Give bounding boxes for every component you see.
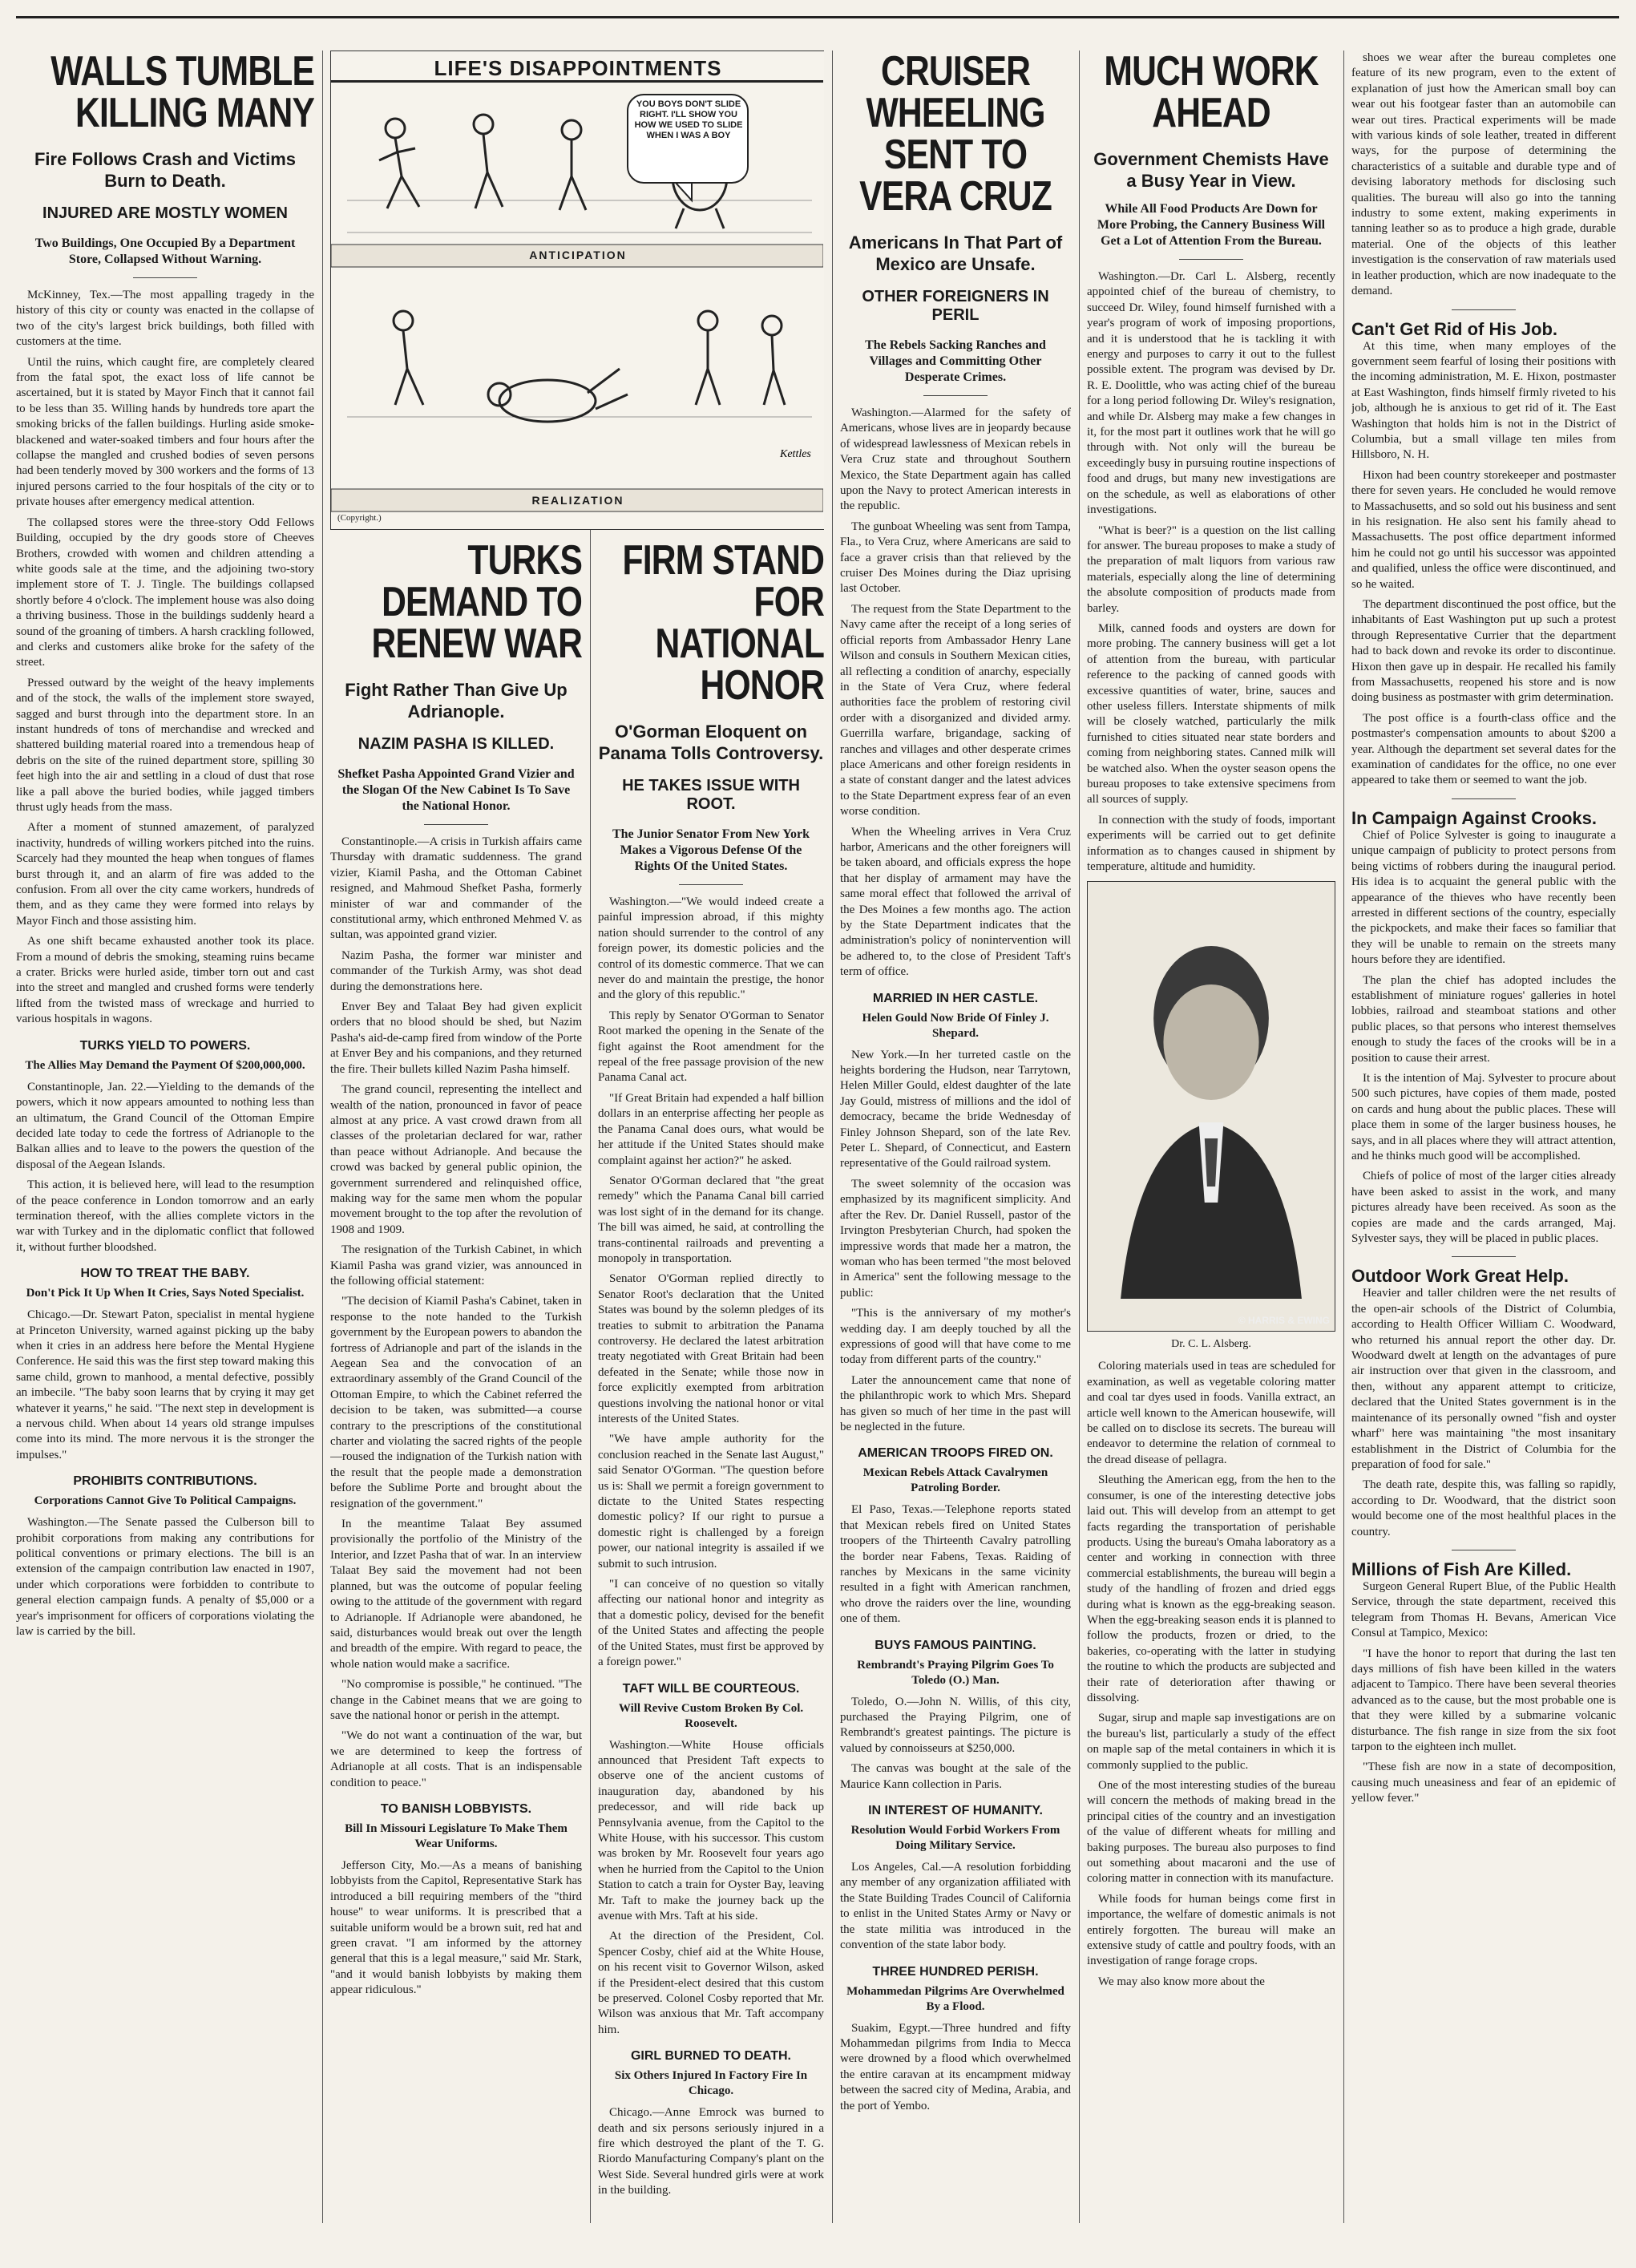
article-sub: Will Revive Custom Broken By Col. Roosevelt. xyxy=(618,1701,804,1730)
paragraph: Los Angeles, Cal.—A resolution forbidding any member of any organization affiliated with the State Building Trades Council of California to enlist in the United States Army or Navy or the state militia was introduced in the convention of the state labor body. xyxy=(840,1861,1071,1952)
article-head: Outdoor Work Great Help. xyxy=(1351,1266,1569,1287)
column-1 xyxy=(16,51,314,2223)
paragraph: Nazim Pasha, the former war minister and commander of the Turkish Army, was shot dead during the demonstrations here. xyxy=(330,948,582,993)
paragraph: While foods for human beings come first in importance, the welfare of domestic animals is not entirely forgotten. The bureau will make an extensive study of cattle and poultry foods, with an investigation of range forage crops. xyxy=(1087,1892,1335,1968)
article-sub: Six Others Injured In Factory Fire In Chicago. xyxy=(614,2069,808,2098)
paragraph: "If Great Britain had expended a half billion dollars in an enterprise affecting her people as the Panama Canal does ours, what would be her attitude if the United States should make complaint against her action?" he asked. xyxy=(598,1091,824,1167)
article-head: AMERICAN TROOPS FIRED ON. xyxy=(858,1446,1053,1461)
paragraph: New York.—In her turreted castle on the heights bordering the Hudson, near Tarrytown, Helen Miller Gould, eldest daughter of the late Jay Gould, mistress of millions and the idol of democracy, became the bride Wednesday of Finley Johnson Shepard, son of the late Rev. Peter L. Shepard, of Connecticut, and Eastern representative of the Gould railroad system. xyxy=(840,1048,1071,1170)
paragraph: At the direction of the President, Col. Spencer Cosby, chief aid at the White House, on his recent visit to Governor Wilson, asked if the President-elect desired that this custom be preserved. Colonel Cosby reported that Mr. Wilson was anxious that Mr. Taft accompany him. xyxy=(598,1930,824,2036)
headline-cruiser-wheeling: CRUISER WHEELING SENT TO VERA CRUZ xyxy=(859,51,1052,220)
paragraph: One of the most interesting studies of the bureau will concern the methods of making bread in the principal cities of the country and an investigation of the value of different wheats for milling and baking purposes. The bureau also purposes to find out something about macaroni and the use of coloring matter in connection with its manufacture. xyxy=(1087,1779,1335,1886)
divider xyxy=(679,884,743,885)
article-head: TURKS YIELD TO POWERS. xyxy=(79,1038,251,1053)
article-sub: Bill In Missouri Legislature To Make Them Wear Uniforms. xyxy=(345,1821,568,1850)
paragraph: In the meantime Talaat Bey assumed provisionally the portfolio of the Ministry of the Interior, and Izzet Pasha that of war. In an interview Talaat Bey said the movement had not been planned, but was the outcome of popular feeling owing to the attitude of the government with regard to Adrianople. If Adrianople were abandoned, he said, disturbances would break out over the length and breadth of the empire. With regard to peace, the whole nation would make a sacrifice. xyxy=(330,1518,582,1671)
column-rule xyxy=(1079,51,1080,2223)
paragraph: "These fish are now in a state of decomposition, causing much uneasiness and fear of an epidemic of yellow fever." xyxy=(1351,1761,1616,1805)
copyright-notice: (Copyright.) xyxy=(337,513,382,523)
column-6 xyxy=(1351,51,1616,2223)
article-head: Can't Get Rid of His Job. xyxy=(1351,318,1558,339)
paragraph: shoes we wear after the bureau completes one feature of its new program, even to the extent of explanation of just how the American small boy can wear out his footgear faster than an automobile can wear out tires. Practical experiments will be made with various kinds of sole leather, treated in different ways, for the purpose of determining the characteristics of a suitable and durable type and of devising laboratory methods for disclosing such qualities. The bureau will also go into the tanning industry to some extent, making experiments in tanning leather so as to produce a high grade, durable material. One of the objects of this leather investigation is the conservation of raw materials used in leather production, which are now inadequate to the demand. xyxy=(1351,51,1616,298)
portrait-caption: Dr. C. L. Alsberg. xyxy=(1171,1338,1251,1351)
summary: The Rebels Sacking Ranches and Villages and Committing Other Desperate Crimes. xyxy=(865,338,1046,384)
comic-illustration xyxy=(331,80,823,529)
paragraph: The canvas was bought at the sale of the Maurice Kann collection in Paris. xyxy=(840,1762,1071,1791)
article-head: TAFT WILL BE COURTEOUS. xyxy=(622,1681,800,1696)
paragraph: As one shift became exhausted another took its place. From a mound of debris the smoking, steaming ruins became a crater. Bricks were hurled aside, timber torn out and cast into the street and mangled and crushed forms were tenderly lifted from the twisted mass of wreckage and hurried to various hospitals in wagons. xyxy=(16,935,314,1026)
paragraph: "I can conceive of no question so vitally affecting our national honor and integrity as that a domestic policy, devised for the benefit of the United States and affecting the people of the United States, must first be approved by a foreign power." xyxy=(598,1578,824,1669)
headline-firm-stand: FIRM STAND FOR NATIONAL HONOR xyxy=(622,540,824,709)
subhead: HE TAKES ISSUE WITH ROOT. xyxy=(622,777,800,813)
paragraph: "This is the anniversary of my mother's wedding day. I am deeply touched by all the expressions of good will that have come to me today from different parts of the country." xyxy=(840,1307,1071,1367)
divider xyxy=(133,277,197,278)
paragraph: Senator O'Gorman declared that "the great remedy" which the Panama Canal bill carried was lost sight of in the demand for its change. The bill was aimed, he said, at controlling the trans-continental railroads and preventing a monopoly in transportation. xyxy=(598,1174,824,1265)
column-rule xyxy=(1343,51,1344,2223)
column-rule xyxy=(832,51,833,2223)
article-sub: Mohammedan Pilgrims Are Overwhelmed By a Flood. xyxy=(846,1984,1064,2013)
column-4 xyxy=(840,51,1071,2223)
divider xyxy=(1452,798,1516,799)
paragraph: Washington.—"We would indeed create a painful impression abroad, if this mighty nation should surrender to the control of any foreign power, its domestic policies and the control of its domestic commerce. That we can never do and maintain the prestige, the honor and the glory of this republic." xyxy=(598,895,824,1002)
paragraph: "I have the honor to report that during the last ten days millions of fish have been killed in the waters adjacent to Tampico. There have been several theories advanced as to the cause, but the most probable one is that they were killed by a submarine volcanic disturbance. The fish range in size from the six foot tarpon to the eighteen inch mullet. xyxy=(1351,1647,1616,1753)
paragraph: Washington.—Alarmed for the safety of Americans, whose lives are in jeopardy because of widespread lawlessness of Mexican rebels in Vera Cruz state and throughout Southern Mexico, the State Department again has called upon the Navy to protect American interests in the republic. xyxy=(840,406,1071,513)
article-sub: Corporations Cannot Give To Political Campaigns. xyxy=(34,1494,297,1508)
comic-strip xyxy=(330,51,824,532)
subhead: INJURED ARE MOSTLY WOMEN xyxy=(42,204,288,222)
paragraph: Hixon had been country storekeeper and postmaster there for seven years. He concluded he would remove to Massachusetts, and so sold out his business and sent in his resignation. He also sent his family ahead to Massachusetts. The post office department informed him he could not go until his successor was appointed and qualified, unless the office were discontinued, and so he waited. xyxy=(1351,468,1616,591)
article-sub: Mexican Rebels Attack Cavalrymen Patroling Border. xyxy=(862,1466,1048,1495)
portrait-alsberg xyxy=(1087,881,1335,1332)
paragraph: The grand council, representing the intellect and wealth of the nation, pronounced in favor of peace almost at any price. A vast crowd drawn from all classes of the proletarian declared for war, rather than peace without Adrianople. And because the crowd was backed by general public opinion, the government surrendered and relinquished office, making way for the same men whom the popular movement brought to the top after the revolution of 1908 and 1909. xyxy=(330,1083,582,1236)
paragraph: Constantinople.—A crisis in Turkish affairs came Thursday with dramatic suddenness. The grand vizier, Kiamil Pasha, and the Ottoman Cabinet resigned, and Mahmoud Shefket Pasha, formerly minister of war and commander of the constitutional army, which enthroned Mehmed V. as sultan, was appointed grand vizier. xyxy=(330,835,582,942)
article-head: TO BANISH LOBBYISTS. xyxy=(380,1801,532,1816)
headline-turks-demand: TURKS DEMAND TO RENEW WAR xyxy=(371,540,582,667)
panel-caption-realization: REALIZATION xyxy=(531,494,624,507)
paragraph: Surgeon General Rupert Blue, of the Public Health Service, through the state department, received this telegram from Thomas H. Bevans, American Vice Consul at Tampico, Mexico: xyxy=(1351,1579,1616,1640)
summary: Shefket Pasha Appointed Grand Vizier and the Slogan Of the New Cabinet Is To Save the National Honor. xyxy=(337,767,575,813)
article-head: BUYS FAMOUS PAINTING. xyxy=(875,1638,1036,1652)
paragraph: The post office is a fourth-class office and the postmaster's compensation amounts to about $200 a year. Although the department set several dates for the examination of candidates for the office, no one ever appeared to take them or seemed to want the job. xyxy=(1351,711,1616,787)
article-sub: Rembrandt's Praying Pilgrim Goes To Toledo (O.) Man. xyxy=(857,1658,1054,1687)
paragraph: Chicago.—Dr. Stewart Paton, specialist in mental hygiene at Princeton University, warned against picking up the baby when it cries in an address here before the Mental Hygiene Conference. He said this was the first step toward making this same child, grown to manhood, a mental defective, possibly an imbecile. "The baby soon learns that by crying it may get whatever it yearns," he said. "The next step in development is a nervous child. When about 14 years old strange impulses come into its mind. The more nervous it is the stronger the impulses." xyxy=(16,1308,314,1461)
article-sub: Resolution Would Forbid Workers From Doing Military Service. xyxy=(850,1824,1060,1853)
article-head: In Campaign Against Crooks. xyxy=(1351,807,1598,828)
article-sub: Helen Gould Now Bride Of Finley J. Shepard. xyxy=(862,1011,1049,1040)
article-head: GIRL BURNED TO DEATH. xyxy=(630,2049,791,2064)
paragraph: Chicago.—Anne Emrock was burned to death and six persons seriously injured in a fire which destroyed the plant of the T. G. Riordo Manufacturing Company's plant on the West Side. Several hundred girls were at work in the building. xyxy=(598,2106,824,2197)
paragraph: Jefferson City, Mo.—As a means of banishing lobbyists from the Capitol, Representative Stark has introduced a bill requiring members of the "third house" to wear uniforms. It is prescribed that a suitable uniform would be a brown suit, red hat and green cravat. "I am informed by the attorney general that this is a legal measure," said Mr. Stark, "and it would banish lobbyists by making them appear ridiculous." xyxy=(330,1858,582,1997)
paragraph: "We do not want a continuation of the war, but we are determined to keep the fortress of Adrianople at all costs. That is an indispensable condition to peace." xyxy=(330,1729,582,1789)
subhead: NAZIM PASHA IS KILLED. xyxy=(357,735,555,753)
paragraph: Suakim, Egypt.—Three hundred and fifty Mohammedan pilgrims from India to Mecca were drowned by a flood which overwhelmed the entire caravan at its encampment midway between the sacred city of Medina, Arabia, and the port of Yembo. xyxy=(840,2021,1071,2112)
paragraph: Until the ruins, which caught fire, are completely cleared from the fatal spot, the exact loss of life cannot be ascertained, but it is stated by Mayor Finch that it cannot fail to be less than 35. Willing hands by hundreds tore apart the smoking bricks of the fallen buildings. Hurling aside smoke-blackened and water-soaked timbers and four hours after the collapse the mangled and crushed bodies of seven persons had been tenderly moved by 300 workers and the forms of 13 injured persons carried to the four hospitals of the city or to private houses after emergency medical attention. xyxy=(16,355,314,509)
subhead: OTHER FOREIGNERS IN PERIL xyxy=(862,288,1049,324)
divider xyxy=(1452,1256,1516,1257)
paragraph: Washington.—White House officials announced that President Taft expects to observe one of the ancient customs of inauguration day, abandoned by his predecessor, and will ride back up Pennsylvania avenue, from the Capitol to the White House, with his successor. This custom was broken by Mr. Roosevelt four years ago when he hurried from the Capitol to the Union Station to catch a train for Oyster Bay, leaving Mr. Taft to make the journey back up the avenue with Mrs. Taft at his side. xyxy=(598,1738,824,1922)
paragraph: McKinney, Tex.—The most appalling tragedy in the history of this city or county was enacted in the collapse of two of the city's largest brick buildings, both filled with customers at the time. xyxy=(16,289,314,349)
paragraph: When the Wheeling arrives in Vera Cruz harbor, Americans and the other foreigners will be taken aboard, and officials express the hope that her display of armament may have the same moral effect that followed the arrival of the Des Moines a few months ago. The action by the State Department indicates that the administration's policy of nonintervention will be adhered to, to the close of President Taft's term of office. xyxy=(840,825,1071,979)
summary: Two Buildings, One Occupied By a Department Store, Collapsed Without Warning. xyxy=(34,237,296,266)
newspaper-page xyxy=(16,16,1619,2255)
comic-title: LIFE'S DISAPPOINTMENTS xyxy=(434,56,722,80)
paragraph: Pressed outward by the weight of the heavy implements and of the stock, the walls of the implement store swayed, sagged and burst through into the department store. In an instant hundreds of tons of merchandise and wrecked and shattered building material roared into a tremendous heap of debris on the site of the ruined department store, spilling 30 feet high into the air and settling in a cloud of dust that rose like a pall above the buried bodies, while jagged timbers thrust ugly heads from the mass. xyxy=(16,676,314,814)
summary: While All Food Products Are Down for More Probing, the Cannery Business Will Get a Lot of Attention From the Bureau. xyxy=(1097,202,1326,248)
paragraph: At this time, when many employes of the government seem fearful of losing their positions with the incoming administration, M. E. Hixon, postmaster at East Washington, finds himself firmly riveted to his job, although he is anxious to get rid of it. The East Washington that holds him is not in the District of Columbia, but a small village ten miles from Hillsboro, N. H. xyxy=(1351,339,1616,462)
paragraph: After a moment of stunned amazement, of paralyzed inactivity, hundreds of willing workers pitched into the ruins. Scarcely had they mounted the heap when tongues of flames burst through it, and an alarm of fire was added to the confusion. From all over the city came workers, hundreds of them, and as they came they were formed into relays by Mayor Finch and those assisting him. xyxy=(16,821,314,928)
paragraph: The sweet solemnity of the occasion was emphasized by its magnificent simplicity. And after the Rev. Dr. Daniel Russell, pastor of the Irvington Presbyterian Church, had spoken the impressive words that made her a matron, the woman who has been termed "the most beloved in America" sent the following message to the public: xyxy=(840,1177,1071,1300)
headline-much-work: MUCH WORK AHEAD xyxy=(1104,51,1319,136)
headline-walls-tumble: WALLS TUMBLE KILLING MANY xyxy=(50,51,314,136)
summary: The Junior Senator From New York Makes a Vigorous Defense Of the Rights Of the United States. xyxy=(612,827,810,873)
divider xyxy=(1452,309,1516,310)
article-head: THREE HUNDRED PERISH. xyxy=(872,1964,1039,1979)
paragraph: The collapsed stores were the three-story Odd Fellows Building, occupied by the dry goods store of Cheeves Brothers, crowded with women and children attending a white goods sale at the time, and the adjoining two-story implement store of T. J. Tingle. The buildings collapsed shortly before 4 o'clock. The implement house was also doing a thriving business. Those in the buildings suddenly heard a sound of the groaning of timbers. A harsh crackling followed, and clerks and customers alike broke for the safety of the street. xyxy=(16,515,314,669)
deck: O'Gorman Eloquent on Panama Tolls Controversy. xyxy=(598,722,824,763)
article-sub: The Allies May Demand the Payment Of $200,000,000. xyxy=(25,1058,305,1072)
paragraph: The gunboat Wheeling was sent from Tampa, Fla., to Vera Cruz, where Americans are said to face a graver crisis than that relieved by the cruiser Des Moines during the Diaz uprising last October. xyxy=(840,519,1071,596)
column-2 xyxy=(330,540,582,2223)
article-head: PROHIBITS CONTRIBUTIONS. xyxy=(73,1474,257,1489)
paragraph: Washington.—The Senate passed the Culberson bill to prohibit corporations from making any contributions for political conventions or primary elections. The bill is an extension of the campaign contribution law enacted in 1907, under which corporations were forbidden to contribute to general election campaign funds. A penalty of $5,000 or a year's imprisonment for officers of corporations violating the law is carried by the bill. xyxy=(16,1516,314,1639)
paragraph: Washington.—Dr. Carl L. Alsberg, recently appointed chief of the bureau of chemistry, to succeed Dr. Wiley, found himself furnished with a year's program of work of imposing proportions, and it is understood that he is tackling it with energy and purposes to carry it out to the fullest possible extent. The program was devised by Dr. R. E. Doolittle, who was acting chief of the bureau for a long period following Dr. Wiley's resignation, and while Dr. Alsberg may make a few changes in it, for the most part it outlines work that he will go through with. Not only will the bureau be exceedingly busy in pursuing routine inspections of food and drugs, but many new investigations are on the schedule, as well as elaborations of other investigations. xyxy=(1087,270,1335,517)
paragraph: El Paso, Texas.—Telephone reports stated that Mexican rebels fired on United States troopers of the Thirteenth Cavalry patrolling the border near Fabens, Texas. Raiding of ranches by Mexicans in the same vicinity resulted in a fight with American ranchmen, who drove the raiders over the line, wounding one of them. xyxy=(840,1503,1071,1626)
column-5 xyxy=(1087,51,1335,2223)
divider xyxy=(424,824,488,825)
paragraph: The plan the chief has adopted includes the establishment of miniature rogues' galleries in hotel lobbies, railroad and steamboat stations and other public places, so that persons who interest themselves enough to study the faces of the crooks will be in a position to cause their arrest. xyxy=(1351,973,1616,1065)
article-head: IN INTEREST OF HUMANITY. xyxy=(868,1804,1043,1818)
deck: Fight Rather Than Give Up Adrianople. xyxy=(345,680,568,722)
paragraph: Toledo, O.—John N. Willis, of this city, purchased the Praying Pilgrim, one of Rembrandt's greatest paintings. The picture is valued by connoisseurs at $250,000. xyxy=(840,1695,1071,1755)
paragraph: "We have ample authority for the conclusion reached in the Senate last August," said Senator O'Gorman. "The question before us is: Shall we permit a foreign government to dictate to the United States respecting domestic policy? If our right to pursue a domestic right is challenged by a foreign power, our national integrity is assailed if we submit to such intrusion. xyxy=(598,1433,824,1571)
divider xyxy=(1179,259,1243,260)
paragraph: Chiefs of police of most of the larger cities already have been asked to assist in the work, and many pictures already have been received. As soon as the copies are made and the cards arranged, Maj. Sylvester says, they will be placed in public places. xyxy=(1351,1170,1616,1246)
column-rule xyxy=(322,51,323,2223)
paragraph: Heavier and taller children were the net results of the open-air schools of the District of Columbia, according to Health Officer William C. Woodward, who returned his annual report the other day. Dr. Woodward dwelt at length on the advantages of pure air instruction over that given in the classroom, and then, without any apparent attempt to criticize, declared that the United States government is in the maintenance of its personally owned "fish and oyster wharf" here was maintaining "the most insanitary establishment in the District of Columbia for the preparation of food for sale." xyxy=(1351,1287,1616,1471)
deck: Fire Follows Crash and Victims Burn to Death. xyxy=(34,149,296,191)
panel-caption-anticipation: ANTICIPATION xyxy=(529,249,627,261)
paragraph: It is the intention of Maj. Sylvester to procure about 500 such pictures, have copies of them made, posted on cards and hung about the public places. These will place them in some of the larger business houses, he says, and in all places where they will attract attention, and he thinks much good will be accomplished. xyxy=(1351,1071,1616,1162)
paragraph: This reply by Senator O'Gorman to Senator Root marked the opening in the Senate of the fight against the Root amendment for the repeal of the free passage provision of the new Panama Canal act. xyxy=(598,1009,824,1085)
paragraph: Sleuthing the American egg, from the hen to the consumer, is one of the interesting detective jobs laid out. This will develop from an attempt to get facts regarding the transportation of perishable products. Using the bureau's Omaha laboratory as a center and working in connection with three commercial establishments, the bureau will begin a study of the handling of frozen and dried eggs during what is known as the egg-breaking season. When the egg-breaking season ends it is planned to follow the products, frozen or dried, to the bakeries, co-operating with the latter in studying the routine to which the products are subjected and their rate of deterioration after thawing or dissolving. xyxy=(1087,1474,1335,1704)
paragraph: We may also know more about the xyxy=(1098,1975,1265,1988)
paragraph: The request from the State Department to the Navy came after the receipt of a long series of official reports from Ambassador Henry Lane Wilson and consuls in Southern Mexican cities, all reflecting a condition of anarchy, especially in the State of Vera Cruz, where federal authorities face the problem of restoring civil order with a disorganized and divided army. Guerrilla warfare, brigandage, sacking of ranches and villages and other desperate crimes place Americans and other foreign residents in a state of constant danger and the latest advices to the State Department express fear of an even worse condition. xyxy=(840,602,1071,819)
paragraph: Coloring materials used in teas are scheduled for examination, as well as vegetable coloring matter and coal tar dyes used in foods. Vanilla extract, an article well known to the American housewife, will be called on to disclose its secrets. The bureau will endeavor to determine the relation of cornmeal to the dread disease of pellagra. xyxy=(1087,1360,1335,1466)
article-head: MARRIED IN HER CASTLE. xyxy=(872,991,1039,1005)
paragraph: This action, it is believed here, will lead to the resumption of the peace conference in London tomorrow and an early termination thereof, with the allies complete victors in the war with Turkey and in the diplomatic conflict that followed it, without further bloodshed. xyxy=(16,1178,314,1254)
portrait-image xyxy=(1088,882,1335,1331)
speech-bubble: YOU BOYS DON'T SLIDE RIGHT. I'LL SHOW YOU HOW WE USED TO SLIDE WHEN I WAS A BOY xyxy=(634,99,743,140)
article-sub: Don't Pick It Up When It Cries, Says Noted Specialist. xyxy=(26,1287,305,1300)
paragraph: The death rate, despite this, was falling so rapidly, according to Dr. Woodward, that the district soon would become one of the most healthful places in the country. xyxy=(1351,1478,1616,1538)
deck: Government Chemists Have a Busy Year in View. xyxy=(1093,149,1329,191)
paragraph: "What is beer?" is a question on the list calling for answer. The bureau proposes to make a study of the preparation of malt liquors from various raw materials, especially along the line of determining the absolute composition of products made from barley. xyxy=(1087,524,1335,615)
paragraph: Senator O'Gorman replied directly to Senator Root's declaration that the United States was bound by the solemn pledges of its treaties to submit to arbitration the Panama controversy. He declared the latest arbitration treaty negotiated with Great Britain had been defeated in the Senate; while those now in force explicitly exempted from arbitration questions involving the national honor or vital interests of the United States. xyxy=(598,1272,824,1425)
paragraph: In connection with the study of foods, important experiments will be carried out to get definite information as to changes caused in shipment by temperature, altitude and humidity. xyxy=(1087,813,1335,874)
comic-signature: Kettles xyxy=(780,448,811,460)
paragraph: Sugar, sirup and maple sap investigations are on the bureau's list, particularly a study of the effect on maple sap of the metal containers in which it is commonly supplied to the public. xyxy=(1087,1712,1335,1772)
article-head: Millions of Fish Are Killed. xyxy=(1351,1558,1572,1579)
comic-frame xyxy=(330,51,824,530)
paragraph: The department discontinued the post office, but the inhabitants of East Washington put up such a protest through Representative Currier that the department had to back down and revoke its order to discontinue. Hixon then gave up in despair. He recalled his family from Massachusetts, reopened his store and is now doing business as postmaster with grim determination. xyxy=(1351,598,1616,705)
divider xyxy=(923,395,988,396)
column-3 xyxy=(598,540,824,2223)
paragraph: Constantinople, Jan. 22.—Yielding to the demands of the powers, which it now appears amounted to nothing less than an ultimatum, the Grand Council of the Ottoman Empire decided late today to cede the fortress of Adrianople to the Balkan allies and to leave to the powers the question of the disposal of the Aegean Islands. xyxy=(16,1080,314,1171)
deck: Americans In That Part of Mexico are Unsafe. xyxy=(848,232,1063,274)
photo-credit: © HARRIS & EWING xyxy=(1238,1315,1330,1327)
paragraph: Enver Bey and Talaat Bey had given explicit orders that no blood should be shed, but Nazim Pasha's aid-de-camp fired from window of the Porte at Enver Bey and his companions, and they returned the fire. Their bullets killed Nazim Pasha himself. xyxy=(330,1001,582,1076)
paragraph: Chief of Police Sylvester is going to inaugurate a unique campaign of publicity to protect persons from being victims of robbers during the inaugural period. His idea is to acquaint the general public with the appearance of the thieves who have recently been arrested in different sections of the country, especially the pickpockets, and make their faces so familiar that they will be unable to remain on the streets many hours before they are identified. xyxy=(1351,828,1616,967)
paragraph: "No compromise is possible," he continued. "The change in the Cabinet means that we are going to save the national honor or perish in the attempt. xyxy=(330,1678,582,1722)
paragraph: The resignation of the Turkish Cabinet, in which Kiamil Pasha was grand vizier, was announced in the following official statement: xyxy=(330,1243,582,1288)
paragraph: "The decision of Kiamil Pasha's Cabinet, taken in response to the note handed to the Turkish government by the European powers to abandon the fortress of Adrianople and part of the islands in the Aegean Sea and the convocation of an extraordinary assembly of the Grand Council of the Ottoman Empire, to which the Cabinet referred the decision to be taken, was submitted—a course contrary to the prescriptions of the constitutional charter and violating the sacred rights of the people—roused the indignation of the Turkish nation with the result that the people made a demonstration before the Sublime Porte and brought about the resignation of the government." xyxy=(330,1295,582,1510)
paragraph: Later the announcement came that none of the philanthropic work to which Mrs. Shepard has given so much of her time in the past will be neglected in the future. xyxy=(840,1373,1071,1433)
paragraph: Milk, canned foods and oysters are down for more probing. The cannery business will get a lot of attention from the bureau, with particular reference to the packing of canned goods with excessive quantities of water, brine, sauces and other useless fillers. Interstate shipments of milk will be closely watched, particularly the milk furnished to cities situated near state borders and coming from neighboring states. Canned milk will be watched also. When the oyster season opens the bureau proposes to take extensive specimens from all sources of supply. xyxy=(1087,621,1335,807)
article-head: HOW TO TREAT THE BABY. xyxy=(80,1267,250,1281)
